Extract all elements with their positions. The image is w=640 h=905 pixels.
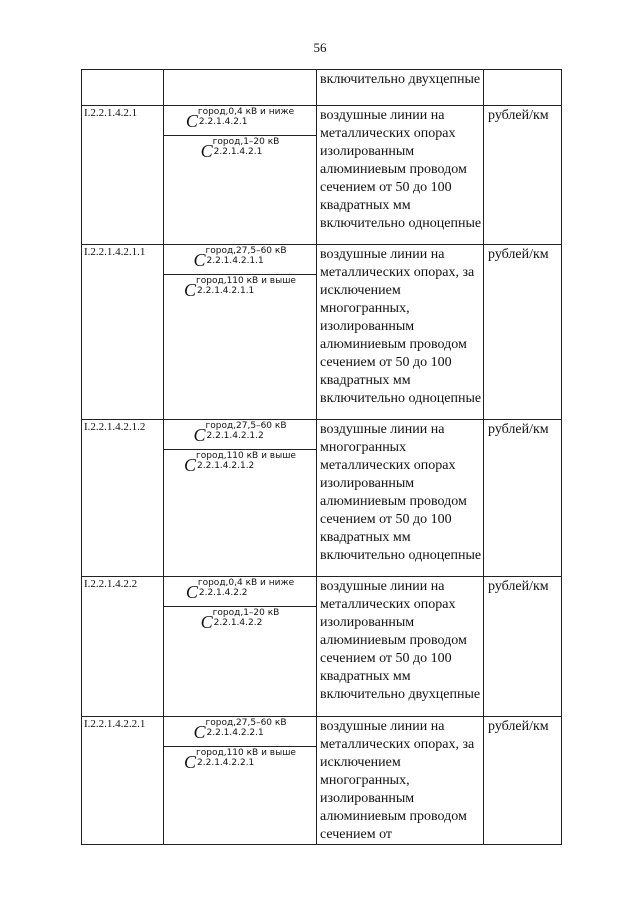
symbol-cell	[164, 245, 317, 420]
formula-subscript: 2.2.1.4.2.1.1	[197, 286, 255, 296]
formula-subscript: 2.2.1.4.2.2.1	[206, 728, 264, 738]
formula-symbol-1	[164, 577, 316, 607]
formula-symbol-2	[164, 275, 316, 299]
unit-cell	[484, 420, 562, 577]
row-code: I.2.2.1.4.2.2	[84, 578, 138, 590]
formula-subscript: 2.2.1.4.2.1.1	[206, 256, 264, 266]
unit-cell	[484, 106, 562, 245]
table-row	[82, 420, 562, 577]
description-cell	[317, 70, 484, 106]
formula-symbol-2	[164, 607, 316, 631]
table-row	[82, 245, 562, 420]
formula-subscript: 2.2.1.4.2.2	[198, 588, 248, 598]
description-text: воздушные линии на металлических опорах изолированным алюминиевым проводом сечением от 50 до 100 квадратных мм включительно одноцепные	[320, 108, 482, 231]
formula-symbol-1	[164, 106, 316, 136]
formula-c-letter: C	[184, 280, 197, 300]
description-cell	[317, 420, 484, 577]
symbol-cell	[164, 577, 317, 717]
formula-c-letter: C	[185, 111, 198, 131]
row-code: I.2.2.1.4.2.2.1	[84, 718, 146, 730]
unit-cell	[484, 717, 562, 845]
formula-c-letter: C	[193, 722, 206, 742]
formula-symbol-1	[164, 245, 316, 275]
description-text: воздушные линии на многогранных металлических опорах изолированным алюминиевым проводом сечением от 50 до 100 квадратных мм включительно одноцепные	[320, 422, 482, 563]
formula-subscript: 2.2.1.4.2.2.1	[197, 758, 255, 768]
formula-c-letter: C	[200, 141, 213, 161]
symbol-cell	[164, 106, 317, 245]
formula-subscript: 2.2.1.4.2.2	[213, 618, 263, 628]
symbol-cell	[164, 70, 317, 106]
formula-subscript: 2.2.1.4.2.1	[213, 147, 263, 157]
description-text: воздушные линии на металлических опорах изолированным алюминиевым проводом сечением от 50 до 100 квадратных мм включительно двухцепные	[320, 579, 481, 702]
description-cell	[317, 577, 484, 717]
description-text: воздушные линии на металлических опорах, за исключением многогранных, изолированным алюминиевым проводом сечением от	[320, 719, 475, 842]
row-code: I.2.2.1.4.2.1.1	[84, 246, 146, 258]
formula-superscript: город,27,5–60 кВ	[205, 421, 287, 431]
unit-text: рублей/км	[488, 719, 549, 734]
code-cell	[82, 245, 164, 420]
table-row	[82, 577, 562, 717]
table-row-continuation	[82, 70, 562, 106]
symbol-cell	[164, 717, 317, 845]
formula-c-letter: C	[185, 582, 198, 602]
tariff-table	[81, 69, 562, 845]
formula-superscript: город,1–20 кВ	[212, 608, 280, 618]
formula-symbol-1	[164, 420, 316, 450]
code-cell	[82, 717, 164, 845]
unit-text: рублей/км	[488, 579, 549, 594]
formula-c-letter: C	[200, 612, 213, 632]
formula-c-letter: C	[184, 455, 197, 475]
formula-superscript: город,0,4 кВ и ниже	[197, 578, 295, 588]
formula-superscript: город,110 кВ и выше	[196, 748, 296, 758]
unit-cell	[484, 70, 562, 106]
formula-symbol-2	[164, 136, 316, 160]
description-text: воздушные линии на металлических опорах, за исключением многогранных, изолированным алюминиевым проводом сечением от 50 до 100 квадратных мм включительно одноцепные	[320, 247, 482, 406]
unit-cell	[484, 245, 562, 420]
formula-symbol-1	[164, 717, 316, 747]
description-text: включительно двухцепные	[320, 72, 481, 87]
formula-superscript: город,0,4 кВ и ниже	[197, 107, 295, 117]
unit-cell	[484, 577, 562, 717]
formula-superscript: город,27,5–60 кВ	[205, 718, 287, 728]
formula-superscript: город,1–20 кВ	[212, 137, 280, 147]
unit-text: рублей/км	[488, 422, 549, 437]
formula-c-letter: C	[184, 752, 197, 772]
code-cell	[82, 420, 164, 577]
unit-text: рублей/км	[488, 247, 549, 262]
formula-subscript: 2.2.1.4.2.1.2	[206, 431, 264, 441]
formula-subscript: 2.2.1.4.2.1	[198, 117, 248, 127]
row-code: I.2.2.1.4.2.1.2	[84, 421, 146, 433]
symbol-cell	[164, 420, 317, 577]
formula-c-letter: C	[193, 250, 206, 270]
formula-symbol-2	[164, 747, 316, 771]
table-row	[82, 717, 562, 845]
page-number: 56	[313, 40, 327, 55]
row-code: I.2.2.1.4.2.1	[84, 107, 138, 119]
description-cell	[317, 717, 484, 845]
formula-superscript: город,27,5–60 кВ	[205, 246, 287, 256]
formula-symbol-2	[164, 450, 316, 474]
description-cell	[317, 245, 484, 420]
formula-subscript: 2.2.1.4.2.1.2	[197, 461, 255, 471]
description-cell	[317, 106, 484, 245]
formula-superscript: город,110 кВ и выше	[196, 276, 296, 286]
code-cell	[82, 106, 164, 245]
table-row	[82, 106, 562, 245]
code-cell	[82, 577, 164, 717]
formula-c-letter: C	[193, 425, 206, 445]
code-cell	[82, 70, 164, 106]
formula-superscript: город,110 кВ и выше	[196, 451, 296, 461]
unit-text: рублей/км	[488, 108, 549, 123]
